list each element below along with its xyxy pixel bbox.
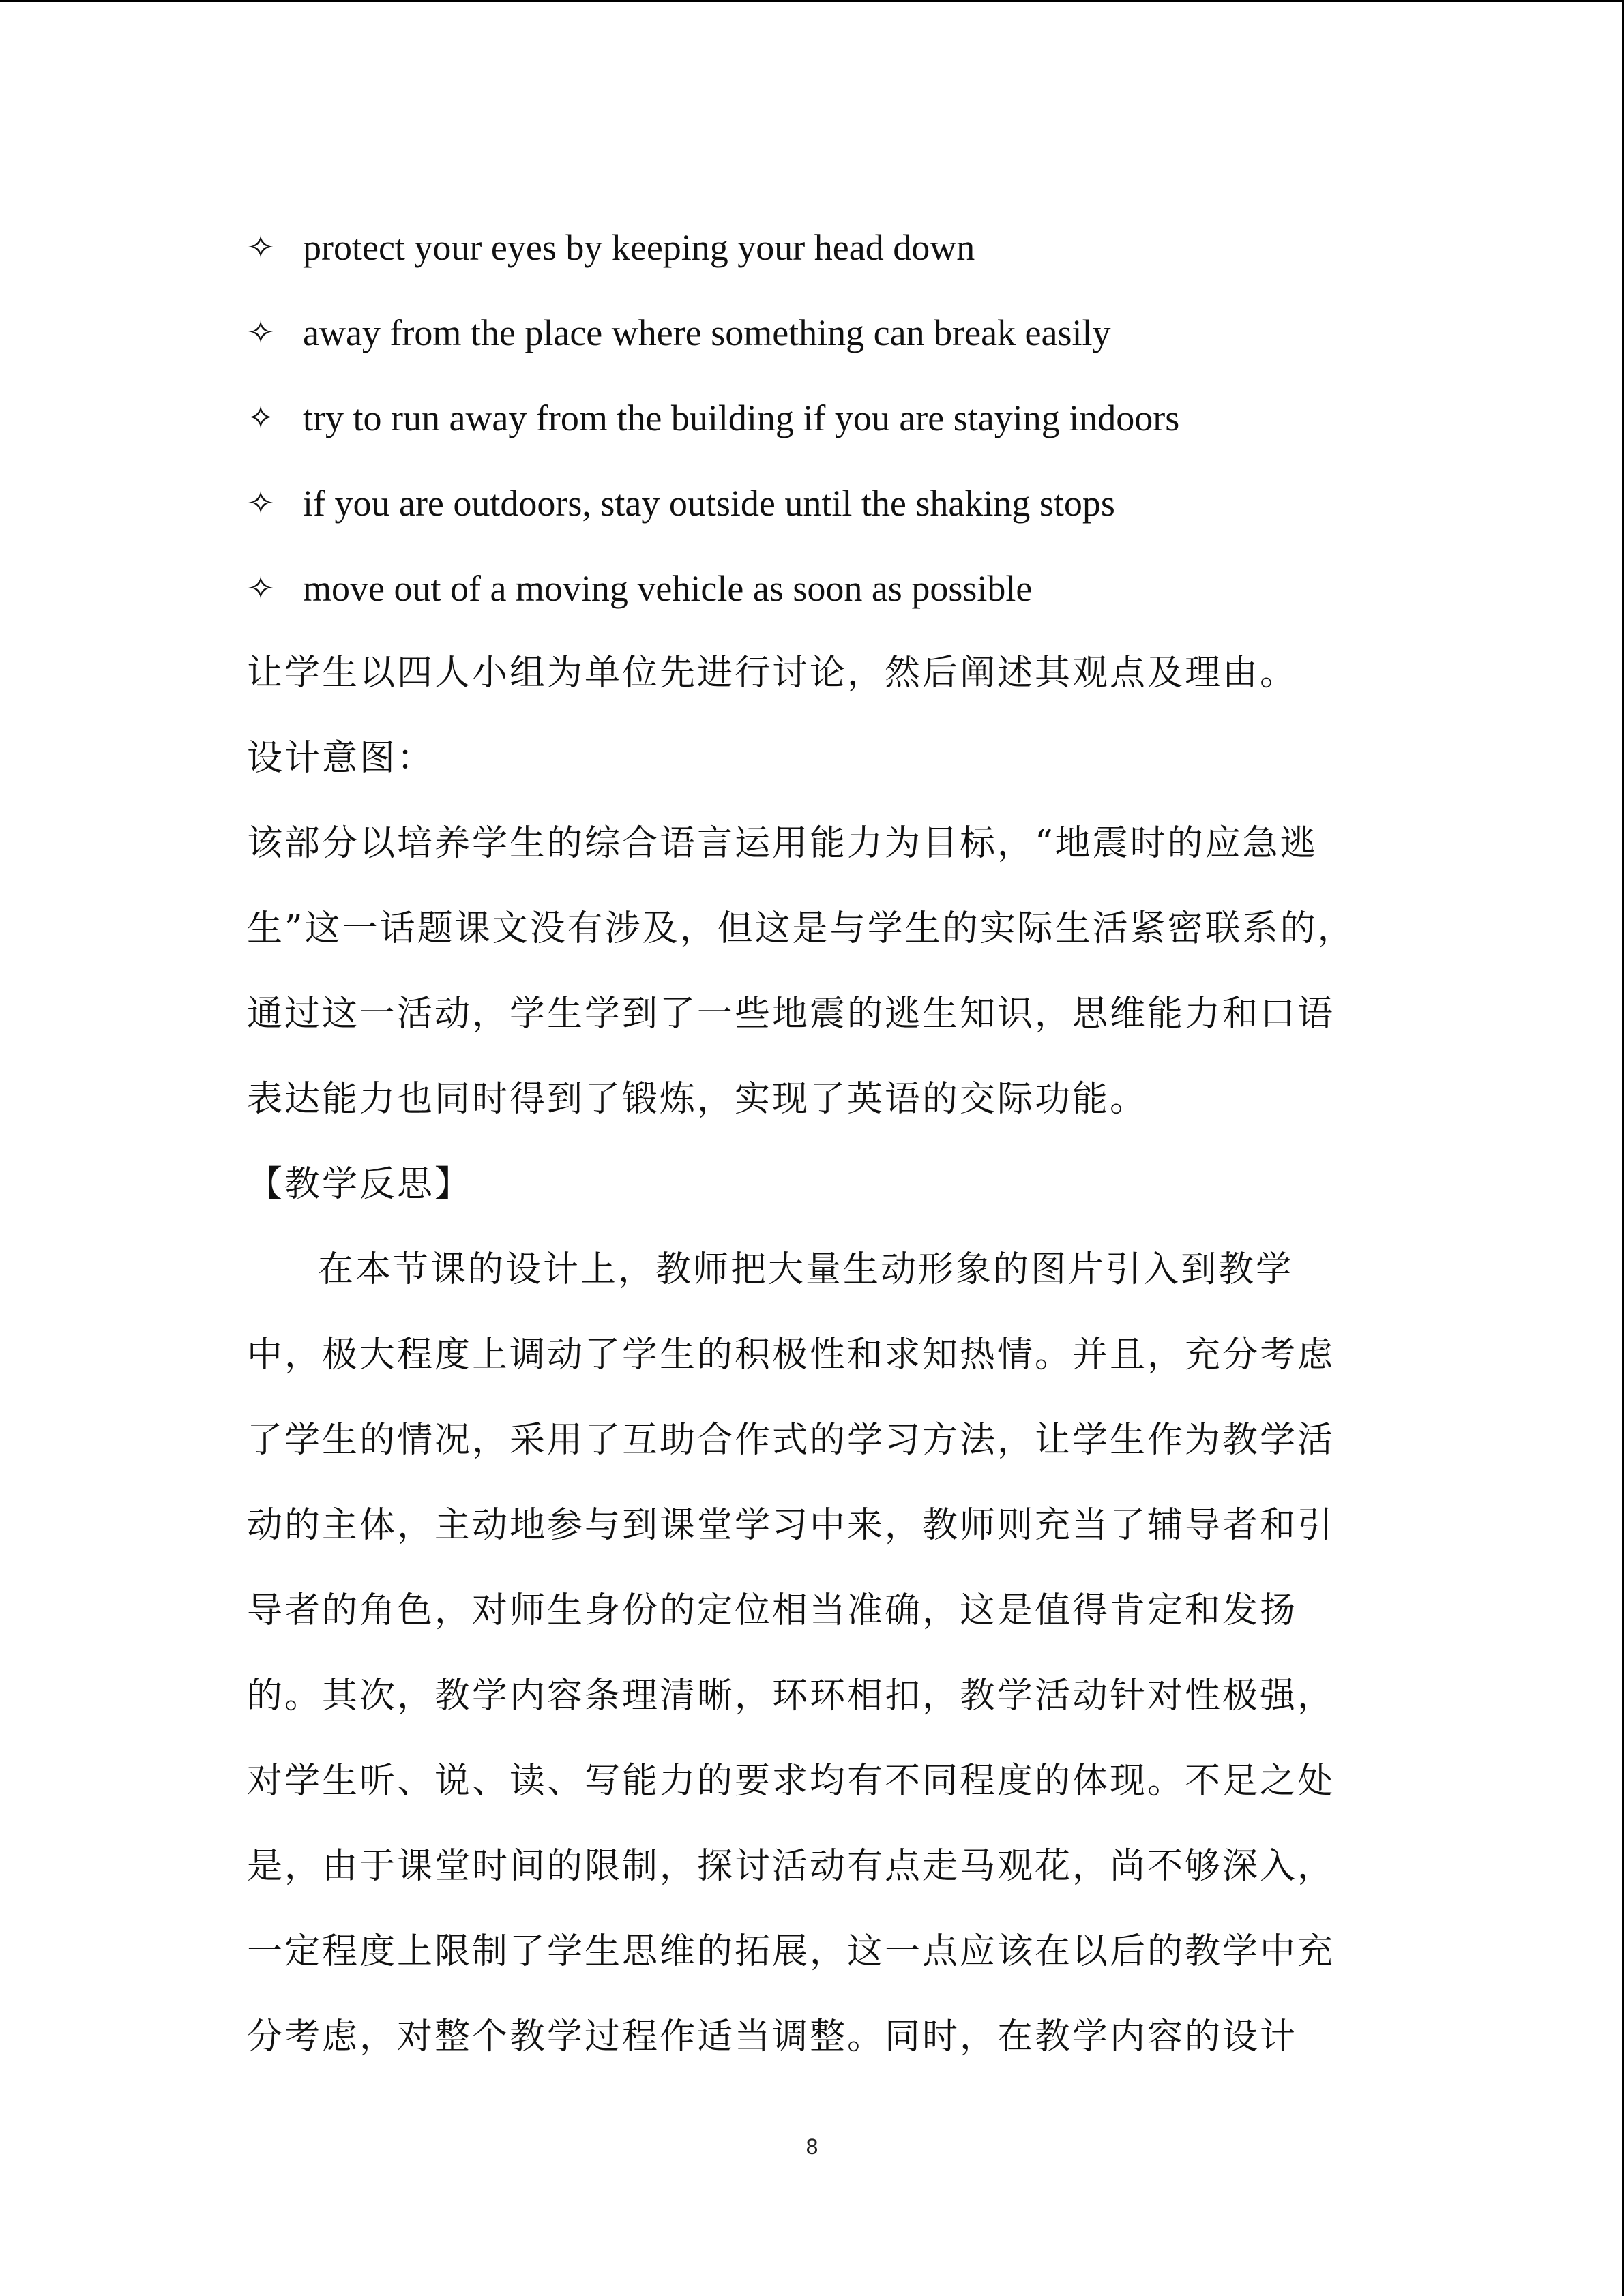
bullet-text: if you are outdoors, stay outside until the shaking stops <box>303 482 1115 524</box>
teaching-reflection-heading: 【教学反思】 <box>247 1164 473 1205</box>
reflection-line: 在本节课的设计上，教师把大量生动形象的图片引入到教学 <box>318 1249 1294 1290</box>
bullet-item <box>247 460 1365 546</box>
star-bullet-icon: ✧ <box>247 398 275 437</box>
reflection-line: 分考虑，对整个教学过程作适当调整。同时，在教学内容的设计 <box>247 2016 1298 2057</box>
design-intent-line: 该部分以培养学生的综合语言运用能力为目标，“地震时的应急逃 <box>247 823 1318 864</box>
design-intent-line: 表达能力也同时得到了锻炼，实现了英语的交际功能。 <box>247 1079 1148 1120</box>
design-intent-line: 通过这一活动，学生学到了一些地震的逃生知识，思维能力和口语 <box>247 994 1335 1034</box>
bullet-item <box>247 290 1365 375</box>
bullet-item <box>247 546 1365 631</box>
page-number: 8 <box>806 2134 818 2159</box>
bullet-item <box>247 375 1365 460</box>
bullet-text: move out of a moving vehicle as soon as possible <box>303 567 1033 609</box>
reflection-line: 中，极大程度上调动了学生的积极性和求知热情。并且，充分考虑 <box>247 1335 1335 1375</box>
design-intent-line: 生”这一话题课文没有涉及，但这是与学生的实际生活紧密联系的， <box>247 908 1355 949</box>
page-top-border <box>0 0 1624 2</box>
instruction-text: 让学生以四人小组为单位先进行讨论，然后阐述其观点及理由。 <box>247 653 1298 694</box>
reflection-line: 对学生听、说、读、写能力的要求均有不同程度的体现。不足之处 <box>247 1761 1335 1802</box>
reflection-line: 动的主体，主动地参与到课堂学习中来，教师则充当了辅导者和引 <box>247 1505 1335 1546</box>
star-bullet-icon: ✧ <box>247 483 275 522</box>
bullet-text: protect your eyes by keeping your head down <box>303 226 975 268</box>
bullet-item <box>247 205 1365 290</box>
reflection-line: 是，由于课堂时间的限制，探讨活动有点走马观花，尚不够深入， <box>247 1846 1335 1887</box>
star-bullet-icon: ✧ <box>247 313 275 352</box>
reflection-line: 了学生的情况，采用了互助合作式的学习方法，让学生作为教学活 <box>247 1420 1335 1461</box>
reflection-line: 的。其次，教学内容条理清晰，环环相扣，教学活动针对性极强， <box>247 1675 1335 1716</box>
bullet-text: try to run away from the building if you are staying indoors <box>303 397 1180 438</box>
star-bullet-icon: ✧ <box>247 228 275 267</box>
document-body <box>247 205 1365 2080</box>
star-bullet-icon: ✧ <box>247 569 275 608</box>
design-intent-heading: 设计意图： <box>247 738 435 779</box>
reflection-line: 一定程度上限制了学生思维的拓展，这一点应该在以后的教学中充 <box>247 1931 1335 1972</box>
bullet-text: away from the place where something can break easily <box>303 312 1111 353</box>
reflection-line: 导者的角色，对师生身份的定位相当准确，这是值得肯定和发扬 <box>247 1590 1298 1631</box>
